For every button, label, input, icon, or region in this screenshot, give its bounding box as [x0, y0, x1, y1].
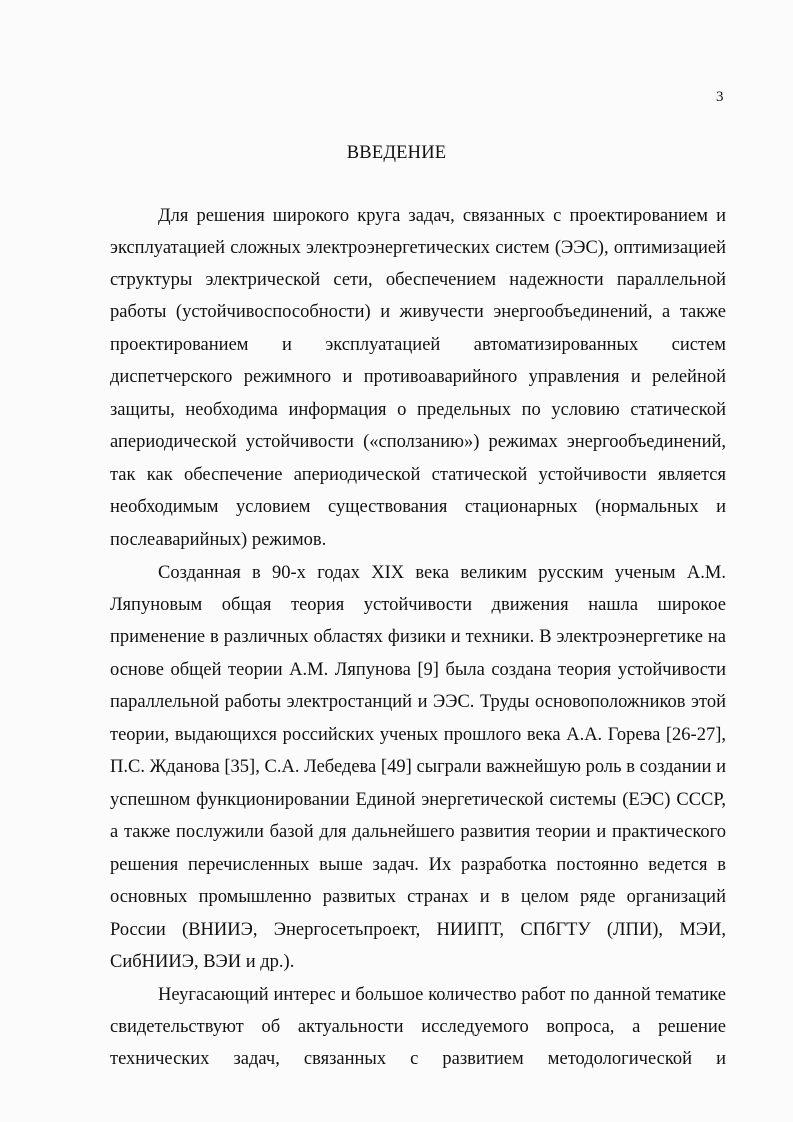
text-line: Неугасающий интерес и большое количество работ по данной тематике	[158, 985, 726, 1005]
text-line: послеаварийных) режимов.	[110, 530, 327, 550]
text-line: работы (устойчивоспособности) и живучести энергообъединений, а также	[110, 302, 726, 322]
text-line: структуры электрической сети, обеспечением надежности параллельной	[110, 270, 726, 290]
text-line: проектированием и эксплуатацией автоматизированных систем	[110, 335, 726, 355]
text-line: успешном функционировании Единой энергетической системы (ЕЭС) СССР,	[110, 790, 726, 810]
text-line: Для решения широкого круга задач, связанных с проектированием и	[158, 206, 726, 226]
text-line: основных промышленно развитых странах и в целом ряде организаций	[110, 887, 726, 907]
text-line: Ляпуновым общая теория устойчивости движения нашла широкое	[110, 595, 726, 615]
text-line: П.С. Жданова [35], С.А. Лебедева [49] сыграли важнейшую роль в создании и	[110, 757, 726, 777]
text-line: основе общей теории А.М. Ляпунова [9] была создана теория устойчивости	[110, 660, 726, 680]
text-line: России (ВНИИЭ, Энергосетьпроект, НИИПТ, СПбГТУ (ЛПИ), МЭИ,	[110, 920, 726, 940]
text-line: свидетельствуют об актуальности исследуемого вопроса, а решение	[110, 1017, 726, 1037]
text-line: применение в различных областях физики и техники. В электроэнергетике на	[110, 627, 726, 647]
text-line: технических задач, связанных с развитием методологической и	[110, 1049, 726, 1069]
text-line: Созданная в 90-х годах XIX века великим русским ученым А.М.	[158, 563, 726, 583]
text-line: эксплуатацией сложных электроэнергетических систем (ЭЭС), оптимизацией	[110, 238, 726, 258]
text-line: необходимым условием существования стационарных (нормальных и	[110, 497, 726, 517]
text-line: теории, выдающихся российских ученых прошлого века А.А. Горева [26-27],	[110, 725, 726, 745]
text-line: а также послужили базой для дальнейшего развития теории и практического	[110, 822, 726, 842]
text-line: диспетчерского режимного и противоаварийного управления и релейной	[110, 367, 726, 387]
text-line: защиты, необходима информация о предельных по условию статической	[110, 400, 726, 420]
text-line: апериодической устойчивости («сползанию») режимах энергообъединений,	[110, 432, 726, 452]
text-line: СибНИИЭ, ВЭИ и др.).	[110, 952, 295, 972]
text-line: параллельной работы электростанций и ЭЭС. Труды основоположников этой	[110, 692, 726, 712]
section-title: ВВЕДЕНИЕ	[346, 143, 447, 163]
page-number: 3	[716, 89, 724, 105]
text-line: решения перечисленных выше задач. Их разработка постоянно ведется в	[110, 855, 726, 875]
text-line: так как обеспечение апериодической статической устойчивости является	[110, 465, 726, 485]
